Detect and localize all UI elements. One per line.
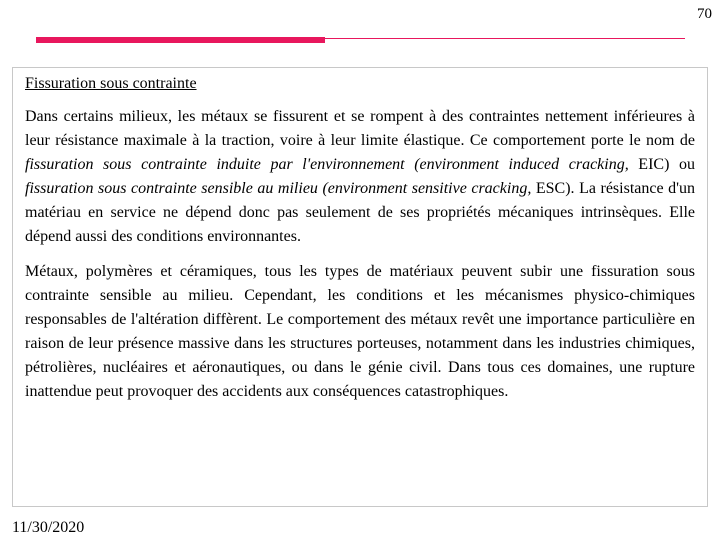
content-box [12, 67, 708, 507]
paragraph-1-text-a: Dans certains milieux, les métaux se fissurent et se rompent à des contraintes nettement inférieures à leur résistance maximale à la traction, voire à leur limite élastique. Ce comportement porte le nom de [25, 108, 695, 149]
paragraph-2: Métaux, polymères et céramiques, tous les types de matériaux peuvent subir une fissuration sous contrainte sensible au milieu. Cependant, les conditions et les mécanismes physico-chimiques responsables de l'altération diffèrent. Le comportement des métaux revêt une importance particulière en raison de leur présence massive dans les structures porteuses, notamment dans les industries chimiques, pétrolières, nucléaires et aéronautiques, ou dans le génie civil. Dans tous ces domaines, une rupture inattendue peut provoquer des accidents aux conséquences catastrophiques. [25, 263, 695, 400]
page-number: 70 [697, 6, 712, 22]
paragraph-1-emphasis-a: fissuration sous contrainte induite par l'environnement (environment induced cracking, [25, 156, 629, 173]
paragraph-1-text-b: EIC) ou [628, 156, 695, 173]
paragraph-1-emphasis-b: fissuration sous contrainte sensible au milieu (environment sensitive cracking, [25, 180, 532, 197]
footer-date: 11/30/2020 [12, 519, 85, 536]
section-title: Fissuration sous contrainte [25, 75, 197, 92]
paragraph-1-text-c: ESC). La résistance d'un matériau en service ne dépend donc pas seulement de ses propriétés mécaniques intrinsèques. Elle dépend aussi des conditions environnantes. [25, 180, 695, 245]
paragraph-1 [25, 105, 695, 249]
header-rule [325, 38, 685, 39]
accent-bar [36, 37, 325, 43]
